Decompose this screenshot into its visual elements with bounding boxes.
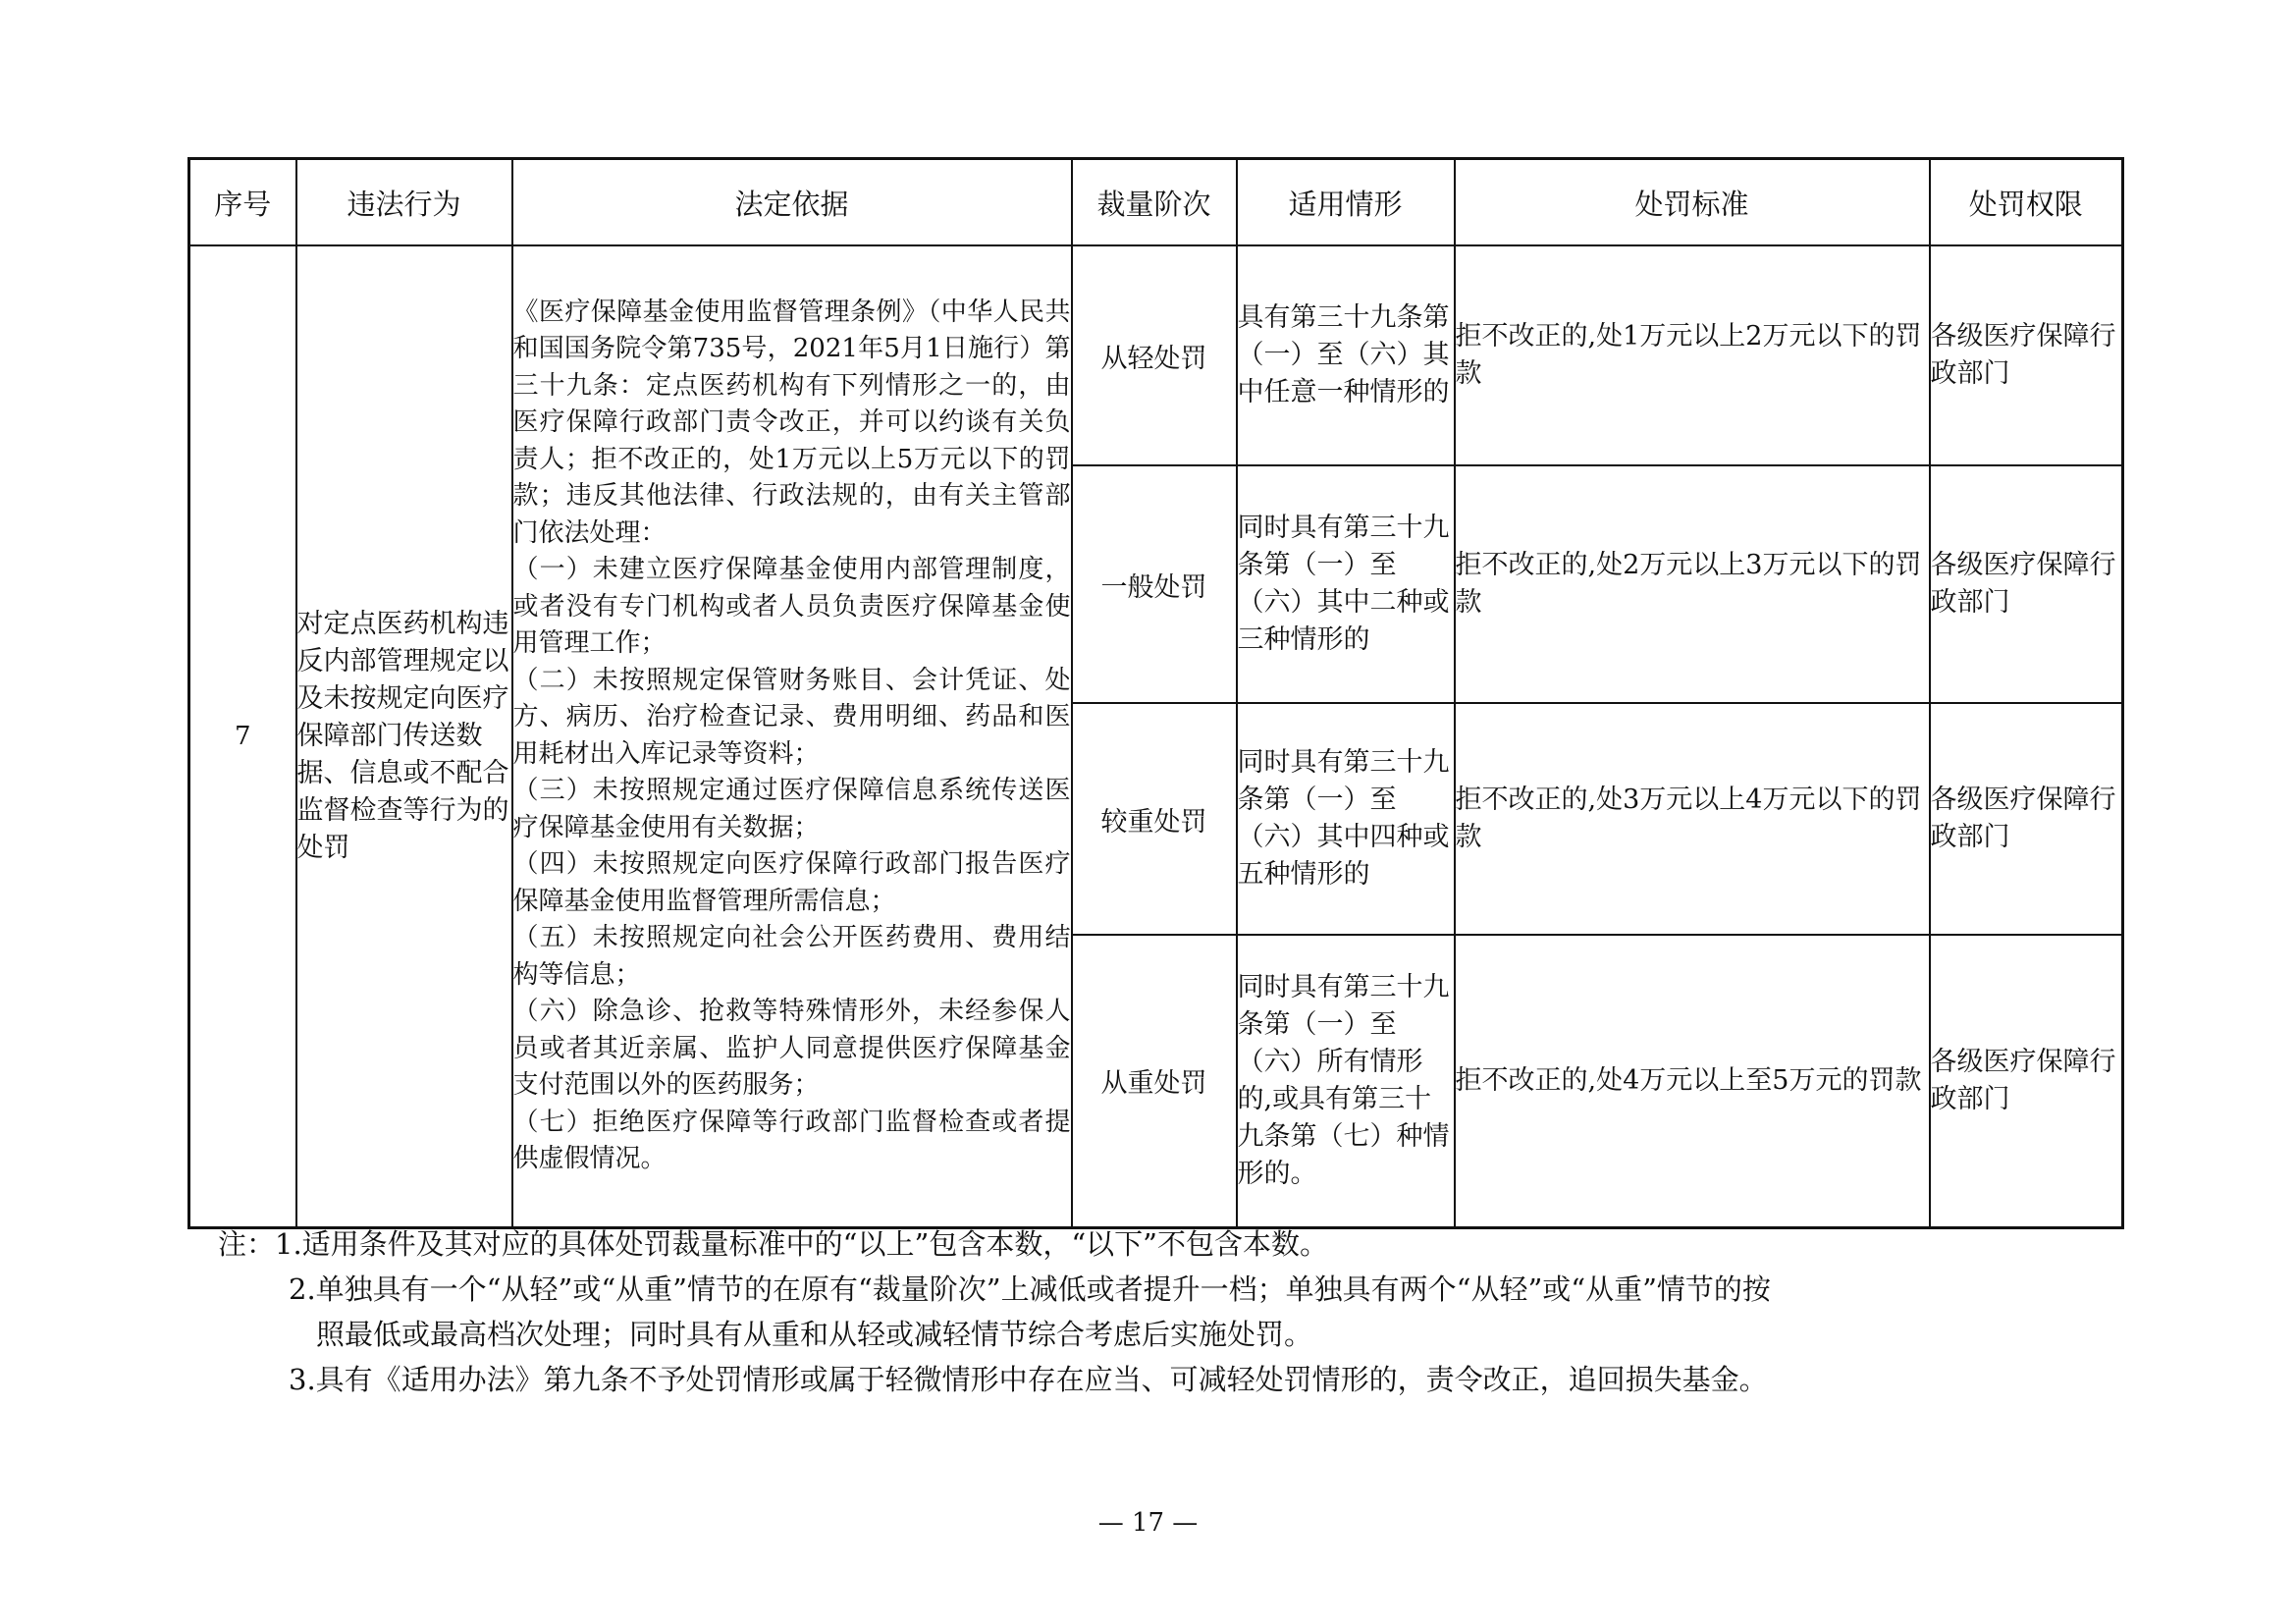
note-3: 3.具有《适用办法》第九条不予处罚情形或属于轻微情形中存在应当、可减轻处罚情形的，责令改正，追回损失基金。 [289,1363,1768,1396]
legal-basis-cell [512,245,1072,1227]
basis-item-7: （七）拒绝医疗保障等行政部门监督检查或者提供虚假情况。 [512,1107,1071,1174]
basis-item-5: （五）未按照规定向社会公开医药费用、费用结构等信息； [512,923,1071,990]
header-discretion-level: 裁量阶次 [1072,159,1237,246]
basis-paragraph-main: 《医疗保障基金使用监督管理条例》（中华人民共和国国务院令第735号，2021年5月1日施行）第三十九条：定点医药机构有下列情形之一的，由医疗保障行政部门责令改正，并可以约谈有关负责人；拒不改正的，处1万元以上5万元以下的罚款；违反其他法律、行政法规的，由有关主管部门依法处理： [512,297,1071,548]
basis-item-4: （四）未按照规定向医疗保障行政部门报告医疗保障基金使用监督管理所需信息； [512,849,1071,916]
basis-item-2: （二）未按照规定保管财务账目、会计凭证、处方、病历、治疗检查记录、费用明细、药品和医用耗材出入库记录等资料； [512,665,1071,769]
note-1 [218,1221,2162,1267]
standard-heavier: 拒不改正的,处3万元以上4万元以下的罚款 [1455,703,1930,935]
authority-light: 各级医疗保障行政部门 [1930,245,2123,465]
situation-light: 具有第三十九条第（一）至（六）其中任意一种情形的 [1237,245,1455,465]
table-row [189,245,2123,465]
note-2: 2.单独具有一个“从轻”或“从重”情节的在原有“裁量阶次”上减低或者提升一档；单独具有两个“从轻”或“从重”情节的按 [289,1272,1771,1306]
header-seq: 序号 [189,159,296,246]
situation-general: 同时具有第三十九条第（一）至（六）其中二种或三种情形的 [1237,465,1455,703]
header-penalty-standard: 处罚标准 [1455,159,1930,246]
basis-item-3: （三）未按照规定通过医疗保障信息系统传送医疗保障基金使用有关数据； [512,776,1071,842]
standard-severe: 拒不改正的,处4万元以上至5万元的罚款 [1455,935,1930,1227]
table-notes [218,1221,2162,1402]
situation-severe: 同时具有第三十九条第（一）至（六）所有情形的,或具有第三十九条第（七）种情形的。 [1237,935,1455,1227]
header-violation: 违法行为 [296,159,512,246]
authority-severe: 各级医疗保障行政部门 [1930,935,2123,1227]
row-seq: 7 [189,245,296,1227]
level-heavier: 较重处罚 [1072,703,1237,935]
basis-item-6: （六）除急诊、抢救等特殊情形外，未经参保人员或者其近亲属、监护人同意提供医疗保障基金支付范围以外的医药服务； [512,997,1071,1101]
penalty-discretion-table [187,157,2124,1229]
table-header-row [189,159,2123,246]
situation-heavier: 同时具有第三十九条第（一）至（六）其中四种或五种情形的 [1237,703,1455,935]
page-number: — 17 — [1097,1508,1199,1538]
header-legal-basis: 法定依据 [512,159,1072,246]
notes-label: 注： [218,1227,276,1261]
level-general: 一般处罚 [1072,465,1237,703]
standard-light: 拒不改正的,处1万元以上2万元以下的罚款 [1455,245,1930,465]
standard-general: 拒不改正的,处2万元以上3万元以下的罚款 [1455,465,1930,703]
header-penalty-authority: 处罚权限 [1930,159,2123,246]
note-text-1: 1.适用条件及其对应的具体处罚裁量标准中的“以上”包含本数，“以下”不包含本数。 [275,1227,1328,1261]
header-applicable-situation: 适用情形 [1237,159,1455,246]
level-severe: 从重处罚 [1072,935,1237,1227]
authority-general: 各级医疗保障行政部门 [1930,465,2123,703]
authority-heavier: 各级医疗保障行政部门 [1930,703,2123,935]
row-violation: 对定点医药机构违反内部管理规定以及未按规定向医疗保障部门传送数据、信息或不配合监督检查等行为的处罚 [296,245,512,1227]
level-light: 从轻处罚 [1072,245,1237,465]
note-2-continued: 照最低或最高档次处理；同时具有从重和从轻或减轻情节综合考虑后实施处罚。 [316,1318,1313,1351]
basis-item-1: （一）未建立医疗保障基金使用内部管理制度，或者没有专门机构或者人员负责医疗保障基金使用管理工作； [512,555,1071,659]
